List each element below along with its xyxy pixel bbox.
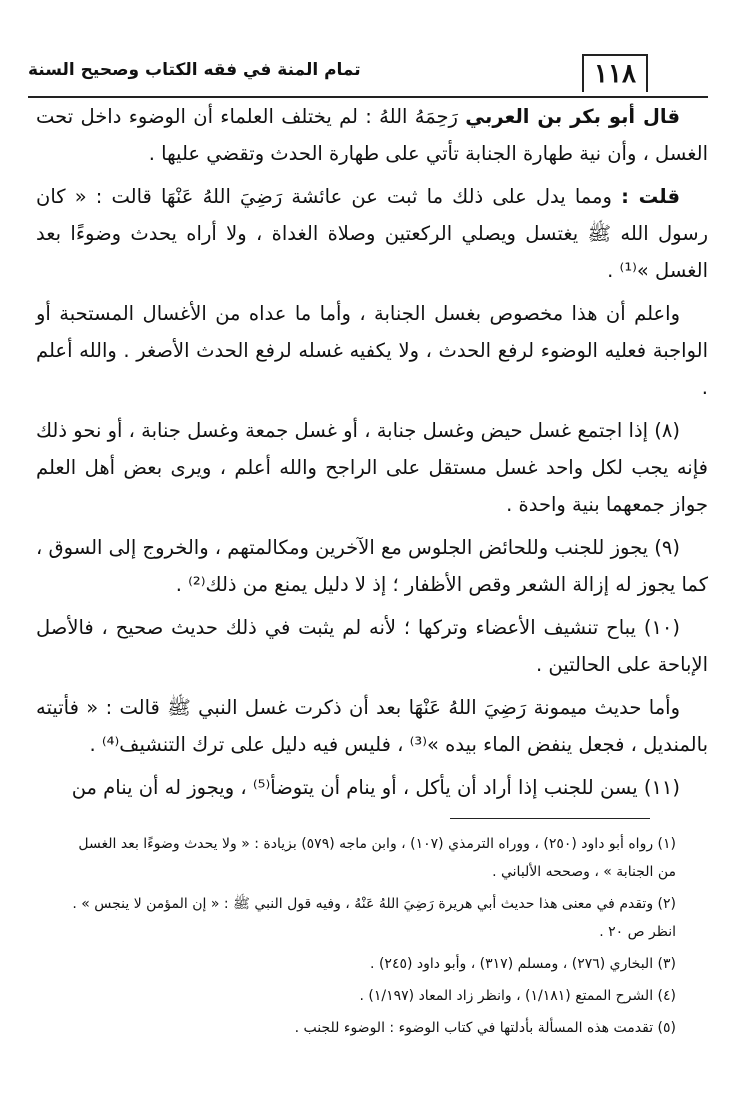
running-title: تمام المنة في فقه الكتاب وصحيح السنة [28,60,361,80]
footnote-1: (١) رواه أبو داود (٢٥٠) ، ووراه الترمذي (١٠٧) ، وابن ماجه (٥٧٩) بزيادة : « ولا يحدث وضوءًا بعد الغسل من الجنابة » ، وصححه الألباني . [78,836,676,880]
paragraph-8: (١١) يسن للجنب إذا أراد أن يأكل ، أو ينام أن يتوضأ⁽⁵⁾ ، ويجوز له أن ينام من [71,776,680,799]
page-header [28,52,708,98]
footnotes [60,830,676,1046]
main-text [36,98,708,812]
footnote-2: (٢) وتقدم في معنى هذا حديث أبي هريرة رَضِيَ اللهُ عَنْهُ ، وفيه قول النبي ﷺ : « إن المؤمن لا ينجس » . انظر ص ٢٠ . [72,896,676,940]
paragraph-3: واعلم أن هذا مخصوص بغسل الجنابة ، وأما ما عداه من الأغسال المستحبة أو الواجبة فعليه الوضوء لرفع الحدث ، ولا يكفيه غسله لرفع الحدث الأصغر . والله أعلم . [36,302,708,399]
footnote-separator [450,818,650,819]
paragraph-text: ومما يدل على ذلك ما ثبت عن عائشة رَضِيَ اللهُ عَنْهَا قالت : « كان رسول الله ﷺ يغتسل ويصلي الركعتين وصلاة الغداة ، ولا أراه يحدث وضوءًا بعد الغسل »⁽¹⁾ . [36,185,708,282]
quote-lead: قال أبو بكر بن العربي [465,105,680,128]
footnote-4: (٤) الشرح الممتع (١/١٨١) ، وانظر زاد المعاد (١/١٩٧) . [359,988,676,1004]
qultu-lead: قلت : [621,185,680,208]
paragraph-4: (٨) إذا اجتمع غسل حيض وغسل جنابة ، أو غسل جمعة وغسل جنابة ، أو نحو ذلك فإنه يجب لكل واحد غسل مستقل على الراجح والله أعلم ، ويرى بعض أهل العلم جواز جمعهما بنية واحدة . [36,419,708,516]
paragraph-1 [36,98,708,172]
paragraph-7: وأما حديث ميمونة رَضِيَ اللهُ عَنْهَا بعد أن ذكرت غسل النبي ﷺ قالت : « فأتيته بالمنديل ، فجعل ينفض الماء بيده »⁽³⁾ ، فليس فيه دليل على ترك التنشيف⁽⁴⁾ . [36,696,708,756]
paragraph-5: (٩) يجوز للجنب وللحائض الجلوس مع الآخرين ومكالمتهم ، والخروج إلى السوق ، كما يجوز له إزالة الشعر وقص الأظفار ؛ إذ لا دليل يمنع من ذلك⁽²⁾ . [36,536,708,596]
paragraph-6: (١٠) يباح تنشيف الأعضاء وتركها ؛ لأنه لم يثبت في ذلك حديث صحيح ، فالأصل الإباحة على الحالتين . [36,616,708,676]
page-number: ١١٨ [582,54,648,92]
footnote-3: (٣) البخاري (٢٧٦) ، ومسلم (٣١٧) ، وأبو داود (٢٤٥) . [370,956,676,972]
paragraph-2 [36,178,708,289]
paragraph-text: رَحِمَهُ اللهُ : لم يختلف العلماء أن الوضوء داخل تحت الغسل ، وأن نية طهارة الجنابة تأتي على طهارة الحدث وتقضي عليها . [36,105,708,165]
footnote-5: (٥) تقدمت هذه المسألة بأدلتها في كتاب الوضوء : الوضوء للجنب . [294,1020,676,1036]
